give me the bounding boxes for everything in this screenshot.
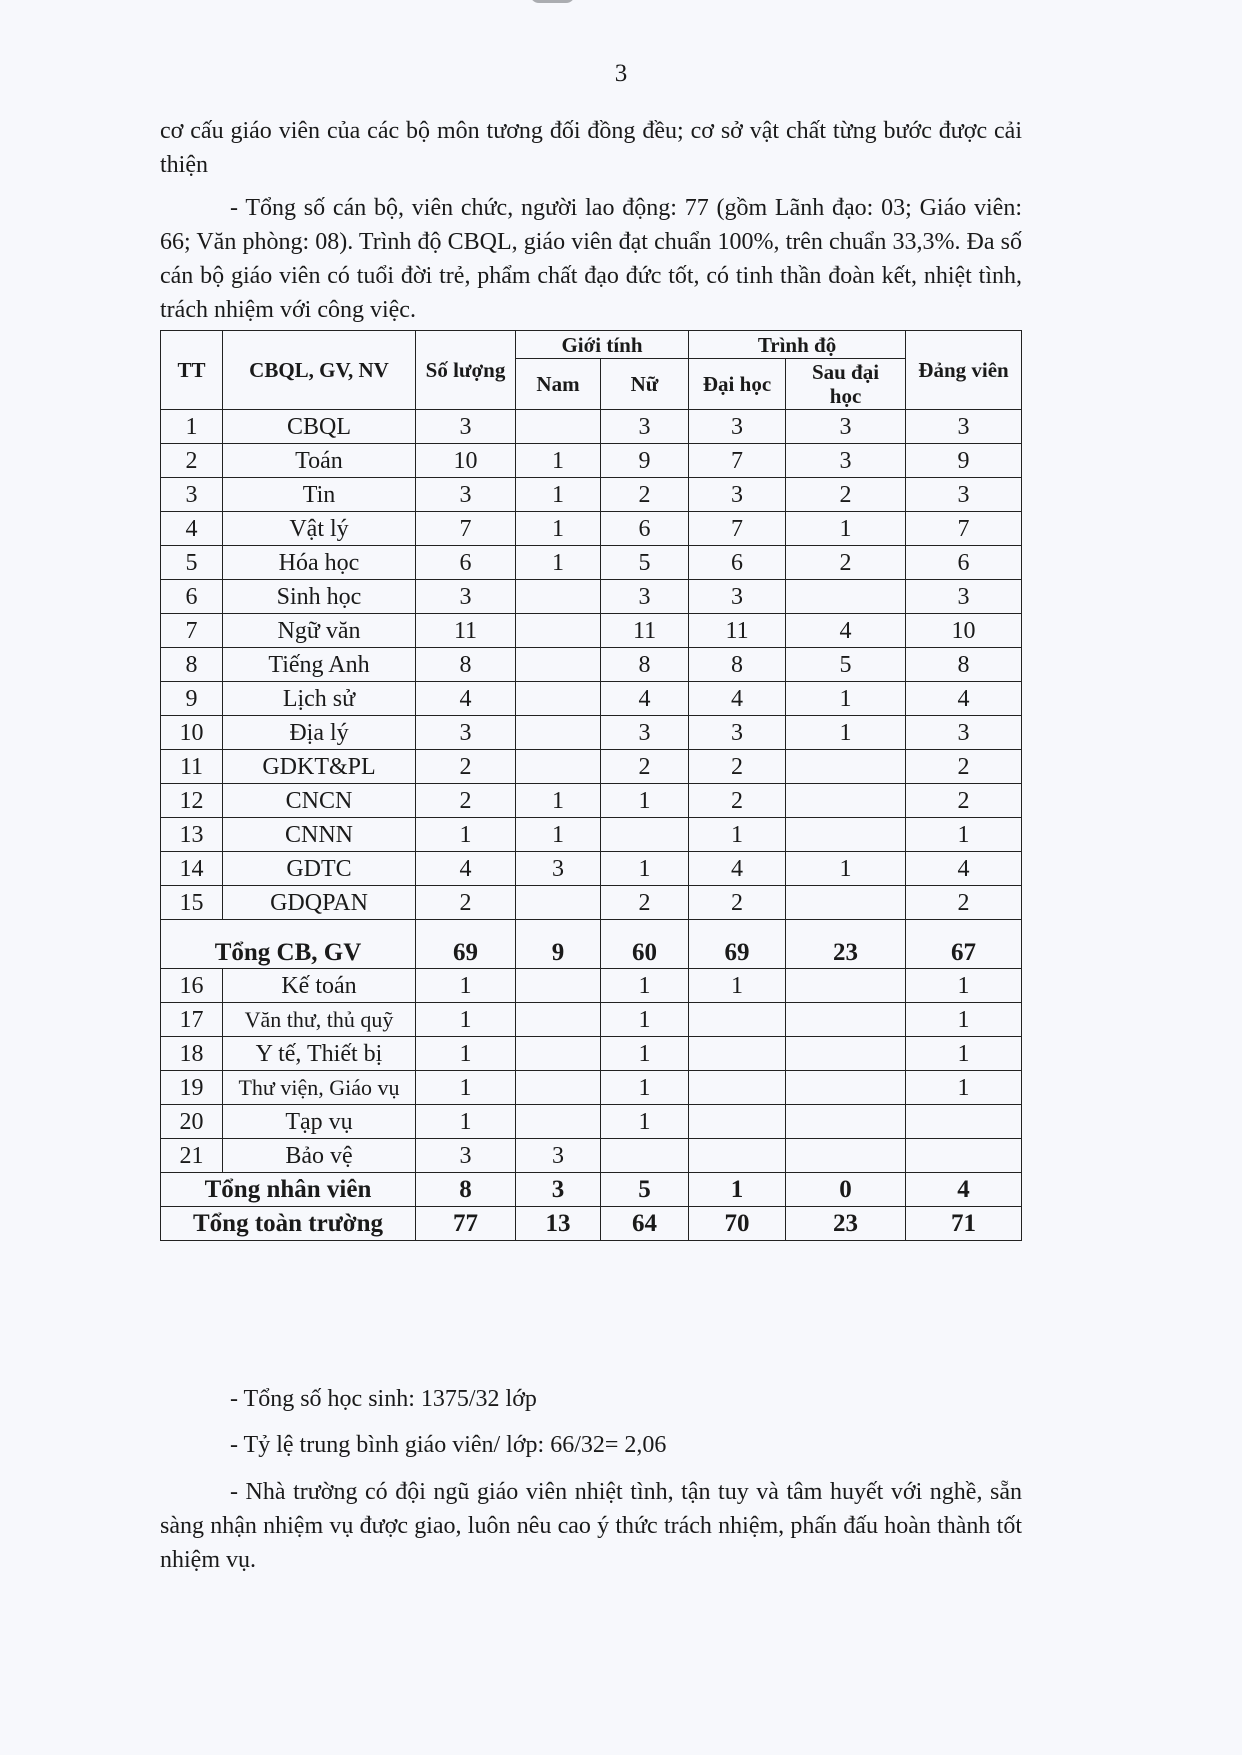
- table-row: [161, 716, 1022, 750]
- cell-nam: 1: [516, 478, 601, 512]
- cell-dai-hoc: 7: [689, 512, 786, 546]
- cell-so-luong: 7: [416, 512, 516, 546]
- cell-name: GDTC: [223, 852, 416, 886]
- cell-tt: 4: [161, 512, 223, 546]
- cell-name: Sinh học: [223, 580, 416, 614]
- cell-nu: 1: [601, 1003, 689, 1037]
- table-header-row: [161, 331, 1022, 359]
- cell-sau-dai-hoc: 23: [786, 1207, 906, 1241]
- cell-name: Địa lý: [223, 716, 416, 750]
- table-row: [161, 969, 1022, 1003]
- bullet-student-count: - Tổng số học sinh: 1375/32 lớp: [230, 1386, 537, 1412]
- table-row: [161, 1139, 1022, 1173]
- cell-dai-hoc: 7: [689, 444, 786, 478]
- cell-so-luong: 6: [416, 546, 516, 580]
- table-row: [161, 886, 1022, 920]
- cell-sau-dai-hoc: 23: [786, 920, 906, 969]
- cell-so-luong: 2: [416, 784, 516, 818]
- cell-dang-vien: 1: [906, 1037, 1022, 1071]
- cell-dai-hoc: 2: [689, 750, 786, 784]
- cell-so-luong: 3: [416, 410, 516, 444]
- cell-dang-vien: [906, 1105, 1022, 1139]
- cell-so-luong: 3: [416, 580, 516, 614]
- paragraph-facilities: cơ cấu giáo viên của các bộ môn tương đối đồng đều; cơ sở vật chất từng bước được cải thiện: [160, 118, 1022, 178]
- cell-dai-hoc: 70: [689, 1207, 786, 1241]
- cell-dai-hoc: [689, 1003, 786, 1037]
- cell-name: Kế toán: [223, 969, 416, 1003]
- cell-nu: 3: [601, 580, 689, 614]
- cell-dai-hoc: 1: [689, 969, 786, 1003]
- cell-dai-hoc: 3: [689, 478, 786, 512]
- cell-dai-hoc: [689, 1037, 786, 1071]
- cell-so-luong: 4: [416, 682, 516, 716]
- cell-sau-dai-hoc: [786, 1037, 906, 1071]
- total-label: Tổng CB, GV: [161, 920, 416, 969]
- cell-sau-dai-hoc: [786, 750, 906, 784]
- cell-nam: 1: [516, 444, 601, 478]
- table-row: [161, 648, 1022, 682]
- cell-tt: 20: [161, 1105, 223, 1139]
- page-number: 3: [614, 60, 628, 87]
- cell-name: Hóa học: [223, 546, 416, 580]
- table-total-row: [161, 920, 1022, 969]
- cell-so-luong: 10: [416, 444, 516, 478]
- cell-sau-dai-hoc: [786, 969, 906, 1003]
- cell-tt: 1: [161, 410, 223, 444]
- cell-tt: 17: [161, 1003, 223, 1037]
- cell-dang-vien: 8: [906, 648, 1022, 682]
- cell-so-luong: 3: [416, 478, 516, 512]
- cell-dai-hoc: 3: [689, 716, 786, 750]
- cell-nu: [601, 818, 689, 852]
- cell-dai-hoc: [689, 1071, 786, 1105]
- cell-nu: 2: [601, 478, 689, 512]
- table-total-row: [161, 1173, 1022, 1207]
- cell-nu: 1: [601, 1105, 689, 1139]
- cell-sau-dai-hoc: [786, 1071, 906, 1105]
- cell-dai-hoc: 4: [689, 852, 786, 886]
- cell-so-luong: 2: [416, 886, 516, 920]
- cell-dai-hoc: 3: [689, 410, 786, 444]
- cell-so-luong: 1: [416, 1037, 516, 1071]
- cell-dang-vien: 2: [906, 784, 1022, 818]
- cell-so-luong: 11: [416, 614, 516, 648]
- cell-nu: 1: [601, 784, 689, 818]
- cell-name: GDQPAN: [223, 886, 416, 920]
- cell-dang-vien: 4: [906, 1173, 1022, 1207]
- cell-dang-vien: 10: [906, 614, 1022, 648]
- cell-sau-dai-hoc: [786, 1105, 906, 1139]
- cell-nam: 1: [516, 546, 601, 580]
- cell-tt: 5: [161, 546, 223, 580]
- header-dai-hoc: Đại học: [689, 359, 786, 410]
- table-row: [161, 818, 1022, 852]
- cell-tt: 13: [161, 818, 223, 852]
- cell-nu: 6: [601, 512, 689, 546]
- cell-so-luong: 3: [416, 1139, 516, 1173]
- cell-tt: 3: [161, 478, 223, 512]
- table-row: [161, 750, 1022, 784]
- cell-nu: 64: [601, 1207, 689, 1241]
- cell-nu: 1: [601, 969, 689, 1003]
- cell-nam: [516, 886, 601, 920]
- cell-sau-dai-hoc: 1: [786, 716, 906, 750]
- cell-dang-vien: [906, 1139, 1022, 1173]
- cell-nu: 2: [601, 750, 689, 784]
- table-row: [161, 546, 1022, 580]
- cell-nam: [516, 1071, 601, 1105]
- cell-nu: 9: [601, 444, 689, 478]
- table-row: [161, 852, 1022, 886]
- table-row: [161, 1071, 1022, 1105]
- cell-dai-hoc: 11: [689, 614, 786, 648]
- cell-sau-dai-hoc: 3: [786, 410, 906, 444]
- cell-sau-dai-hoc: 5: [786, 648, 906, 682]
- cell-nam: [516, 682, 601, 716]
- header-name: CBQL, GV, NV: [223, 331, 416, 410]
- cell-sau-dai-hoc: [786, 580, 906, 614]
- cell-dai-hoc: 2: [689, 784, 786, 818]
- cell-dang-vien: 1: [906, 818, 1022, 852]
- table-row: [161, 580, 1022, 614]
- cell-so-luong: 8: [416, 1173, 516, 1207]
- cell-dang-vien: 4: [906, 852, 1022, 886]
- total-label: Tổng nhân viên: [161, 1173, 416, 1207]
- cell-sau-dai-hoc: 4: [786, 614, 906, 648]
- cell-nam: [516, 648, 601, 682]
- cell-sau-dai-hoc: [786, 1139, 906, 1173]
- cell-nu: [601, 1139, 689, 1173]
- cell-dai-hoc: 3: [689, 580, 786, 614]
- cell-nam: [516, 716, 601, 750]
- cell-sau-dai-hoc: [786, 1003, 906, 1037]
- cell-sau-dai-hoc: 1: [786, 852, 906, 886]
- cell-tt: 8: [161, 648, 223, 682]
- cell-name: Toán: [223, 444, 416, 478]
- cell-sau-dai-hoc: 3: [786, 444, 906, 478]
- cell-nu: 1: [601, 1037, 689, 1071]
- cell-name: Lịch sử: [223, 682, 416, 716]
- paragraph-staff-summary: - Tổng số cán bộ, viên chức, người lao động: 77 (gồm Lãnh đạo: 03; Giáo viên: 66; Văn phòng: 08). Trình độ CBQL, giáo viên đạt chuẩn 100%, trên chuẩn 33,3%. Đa số cán bộ giáo viên có tuổi đời trẻ, phẩm chất đạo đức tốt, có tinh thần đoàn kết, nhiệt tình, trách nhiệm với công việc.: [160, 195, 1022, 323]
- cell-nam: 13: [516, 1207, 601, 1241]
- header-nu: Nữ: [601, 359, 689, 410]
- staff-table: [160, 330, 1022, 1241]
- cell-name: CNCN: [223, 784, 416, 818]
- table-row: [161, 614, 1022, 648]
- cell-nu: 5: [601, 1173, 689, 1207]
- table-row: [161, 444, 1022, 478]
- cell-name: CBQL: [223, 410, 416, 444]
- cell-dai-hoc: [689, 1105, 786, 1139]
- cell-dang-vien: 2: [906, 750, 1022, 784]
- cell-sau-dai-hoc: 1: [786, 682, 906, 716]
- cell-dai-hoc: 4: [689, 682, 786, 716]
- table-row: [161, 682, 1022, 716]
- cell-tt: 15: [161, 886, 223, 920]
- cell-sau-dai-hoc: 1: [786, 512, 906, 546]
- cell-dang-vien: 1: [906, 1003, 1022, 1037]
- cell-name: Tạp vụ: [223, 1105, 416, 1139]
- cell-dai-hoc: 6: [689, 546, 786, 580]
- header-trinh-do: Trình độ: [689, 331, 906, 359]
- cell-nu: 1: [601, 852, 689, 886]
- cell-dang-vien: 67: [906, 920, 1022, 969]
- table-total-row: [161, 1207, 1022, 1241]
- cell-nam: 9: [516, 920, 601, 969]
- cell-dang-vien: 71: [906, 1207, 1022, 1241]
- cell-name: Ngữ văn: [223, 614, 416, 648]
- cell-nam: [516, 969, 601, 1003]
- cell-dai-hoc: 1: [689, 1173, 786, 1207]
- cell-nu: 1: [601, 1071, 689, 1105]
- table-body: [161, 410, 1022, 1241]
- table-row: [161, 1037, 1022, 1071]
- cell-sau-dai-hoc: [786, 784, 906, 818]
- cell-nam: [516, 614, 601, 648]
- cell-name: Y tế, Thiết bị: [223, 1037, 416, 1071]
- cell-sau-dai-hoc: [786, 818, 906, 852]
- table-row: [161, 410, 1022, 444]
- cell-name: Vật lý: [223, 512, 416, 546]
- cell-nam: 3: [516, 852, 601, 886]
- cell-nam: [516, 1037, 601, 1071]
- cell-so-luong: 1: [416, 1105, 516, 1139]
- header-sau-dai-hoc: Sau đại học: [786, 359, 906, 410]
- table-row: [161, 1003, 1022, 1037]
- cell-dang-vien: 4: [906, 682, 1022, 716]
- header-nam: Nam: [516, 359, 601, 410]
- cell-name: Bảo vệ: [223, 1139, 416, 1173]
- cell-nam: 1: [516, 784, 601, 818]
- header-dang-vien: Đảng viên: [906, 331, 1022, 410]
- cell-dang-vien: 9: [906, 444, 1022, 478]
- cell-nu: 11: [601, 614, 689, 648]
- cell-nu: 5: [601, 546, 689, 580]
- total-label: Tổng toàn trường: [161, 1207, 416, 1241]
- cell-name: Tin: [223, 478, 416, 512]
- cell-dang-vien: 3: [906, 478, 1022, 512]
- cell-so-luong: 1: [416, 969, 516, 1003]
- table-row: [161, 512, 1022, 546]
- staple-mark: [530, 0, 575, 3]
- cell-tt: 11: [161, 750, 223, 784]
- cell-name: Tiếng Anh: [223, 648, 416, 682]
- cell-tt: 6: [161, 580, 223, 614]
- cell-nu: 2: [601, 886, 689, 920]
- table-row: [161, 1105, 1022, 1139]
- cell-nam: 1: [516, 818, 601, 852]
- bullet-teacher-ratio: - Tỷ lệ trung bình giáo viên/ lớp: 66/32= 2,06: [230, 1432, 667, 1458]
- table-row: [161, 478, 1022, 512]
- cell-dai-hoc: 1: [689, 818, 786, 852]
- cell-tt: 14: [161, 852, 223, 886]
- cell-name: Thư viện, Giáo vụ: [223, 1071, 416, 1105]
- cell-dang-vien: 1: [906, 1071, 1022, 1105]
- cell-tt: 18: [161, 1037, 223, 1071]
- cell-so-luong: 2: [416, 750, 516, 784]
- cell-tt: 9: [161, 682, 223, 716]
- cell-so-luong: 69: [416, 920, 516, 969]
- cell-nu: 60: [601, 920, 689, 969]
- cell-name: CNNN: [223, 818, 416, 852]
- cell-dai-hoc: 2: [689, 886, 786, 920]
- cell-dang-vien: 6: [906, 546, 1022, 580]
- header-tt: TT: [161, 331, 223, 410]
- cell-nu: 3: [601, 410, 689, 444]
- cell-nam: [516, 1003, 601, 1037]
- header-so-luong: Số lượng: [416, 331, 516, 410]
- cell-nam: [516, 750, 601, 784]
- cell-dang-vien: 1: [906, 969, 1022, 1003]
- cell-tt: 12: [161, 784, 223, 818]
- cell-so-luong: 8: [416, 648, 516, 682]
- header-gioi-tinh: Giới tính: [516, 331, 689, 359]
- cell-nam: 1: [516, 512, 601, 546]
- cell-dai-hoc: [689, 1139, 786, 1173]
- cell-nu: 4: [601, 682, 689, 716]
- cell-so-luong: 3: [416, 716, 516, 750]
- cell-nu: 8: [601, 648, 689, 682]
- cell-so-luong: 4: [416, 852, 516, 886]
- cell-dang-vien: 3: [906, 580, 1022, 614]
- cell-nam: [516, 580, 601, 614]
- cell-sau-dai-hoc: 0: [786, 1173, 906, 1207]
- cell-name: GDKT&PL: [223, 750, 416, 784]
- cell-so-luong: 1: [416, 818, 516, 852]
- cell-name: Văn thư, thủ quỹ: [223, 1003, 416, 1037]
- bullet-teacher-quality: - Nhà trường có đội ngũ giáo viên nhiệt tình, tận tuy và tâm huyết với nghề, sẵn sàng nhận nhiệm vụ được giao, luôn nêu cao ý thức trách nhiệm, phấn đấu hoàn thành tốt nhiệm vụ.: [160, 1479, 1022, 1573]
- cell-dai-hoc: 69: [689, 920, 786, 969]
- cell-sau-dai-hoc: 2: [786, 546, 906, 580]
- cell-dai-hoc: 8: [689, 648, 786, 682]
- cell-dang-vien: 7: [906, 512, 1022, 546]
- cell-tt: 16: [161, 969, 223, 1003]
- cell-dang-vien: 2: [906, 886, 1022, 920]
- cell-tt: 19: [161, 1071, 223, 1105]
- cell-so-luong: 77: [416, 1207, 516, 1241]
- cell-nu: 3: [601, 716, 689, 750]
- cell-tt: 10: [161, 716, 223, 750]
- cell-tt: 2: [161, 444, 223, 478]
- cell-dang-vien: 3: [906, 410, 1022, 444]
- cell-so-luong: 1: [416, 1003, 516, 1037]
- cell-sau-dai-hoc: 2: [786, 478, 906, 512]
- cell-so-luong: 1: [416, 1071, 516, 1105]
- cell-nam: [516, 410, 601, 444]
- cell-tt: 21: [161, 1139, 223, 1173]
- cell-nam: 3: [516, 1139, 601, 1173]
- table-row: [161, 784, 1022, 818]
- cell-tt: 7: [161, 614, 223, 648]
- cell-dang-vien: 3: [906, 716, 1022, 750]
- cell-nam: [516, 1105, 601, 1139]
- cell-sau-dai-hoc: [786, 886, 906, 920]
- cell-nam: 3: [516, 1173, 601, 1207]
